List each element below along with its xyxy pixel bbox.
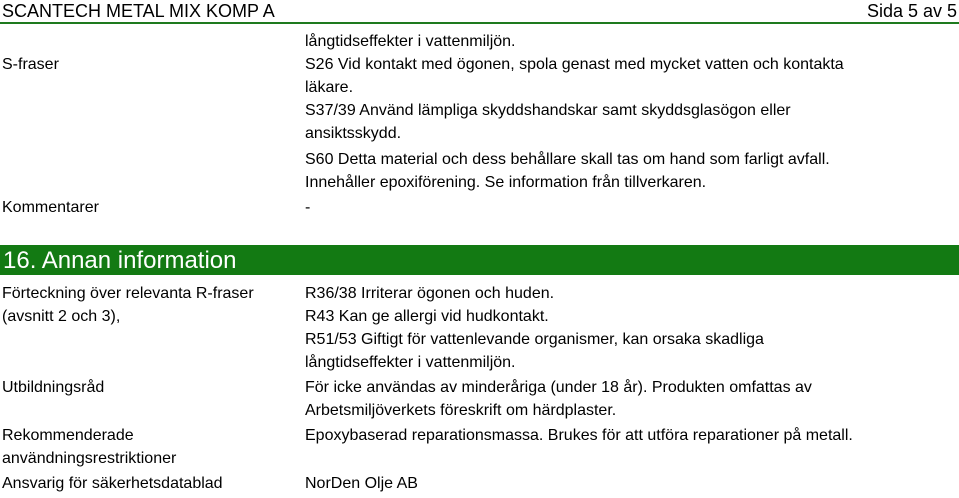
r-fraser-line: långtidseffekter i vattenmiljön. bbox=[305, 354, 516, 371]
section-16-bar bbox=[0, 245, 959, 275]
rekommenderade-label: Rekommenderade bbox=[2, 427, 134, 444]
utbildning-line: För icke användas av minderåriga (under 18 år). Produkten omfattas av bbox=[305, 379, 812, 396]
s-fraser-line: S60 Detta material och dess behållare skall tas om hand som farligt avfall. bbox=[305, 151, 830, 168]
r-fraser-line: R36/38 Irriterar ögonen och huden. bbox=[305, 285, 555, 302]
s-fraser-line: S26 Vid kontakt med ögonen, spola genast med mycket vatten och kontakta bbox=[305, 56, 844, 73]
ansvarig-value: NorDen Olje AB bbox=[305, 475, 418, 492]
utbildning-label: Utbildningsråd bbox=[2, 379, 105, 396]
kommentarer-label: Kommentarer bbox=[2, 199, 99, 216]
rekommenderade-label: användningsrestriktioner bbox=[2, 450, 177, 467]
s-fraser-line: Innehåller epoxiförening. Se information från tillverkaren. bbox=[305, 174, 707, 191]
r-fraser-line: R43 Kan ge allergi vid hudkontakt. bbox=[305, 308, 549, 325]
ansvarig-label: Ansvarig för säkerhetsdatablad bbox=[2, 475, 223, 492]
s-fraser-line: ansiktsskydd. bbox=[305, 125, 402, 142]
utbildning-line: Arbetsmiljöverkets föreskrift om härdplaster. bbox=[305, 402, 617, 419]
kommentarer-value: - bbox=[305, 199, 311, 216]
page-number: Sida 5 av 5 bbox=[866, 1, 957, 21]
r-fraser-label: Förteckning över relevanta R-fraser bbox=[2, 285, 254, 302]
r-fraser-label: (avsnitt 2 och 3), bbox=[2, 308, 121, 325]
s-fraser-label: S-fraser bbox=[2, 56, 59, 73]
product-title: SCANTECH METAL MIX KOMP A bbox=[2, 1, 275, 21]
section-16-title: 16. Annan information bbox=[3, 247, 237, 274]
r-fraser-line: R51/53 Giftigt för vattenlevande organismer, kan orsaka skadliga bbox=[305, 331, 764, 348]
document-header bbox=[0, 0, 959, 24]
s-fraser-line: S37/39 Använd lämpliga skyddshandskar samt skyddsglasögon eller bbox=[305, 102, 791, 119]
s-fraser-line: läkare. bbox=[305, 79, 354, 96]
rekommenderade-value: Epoxybaserad reparationsmassa. Brukes för att utföra reparationer på metall. bbox=[305, 427, 853, 444]
continuation-text: långtidseffekter i vattenmiljön. bbox=[305, 33, 516, 50]
